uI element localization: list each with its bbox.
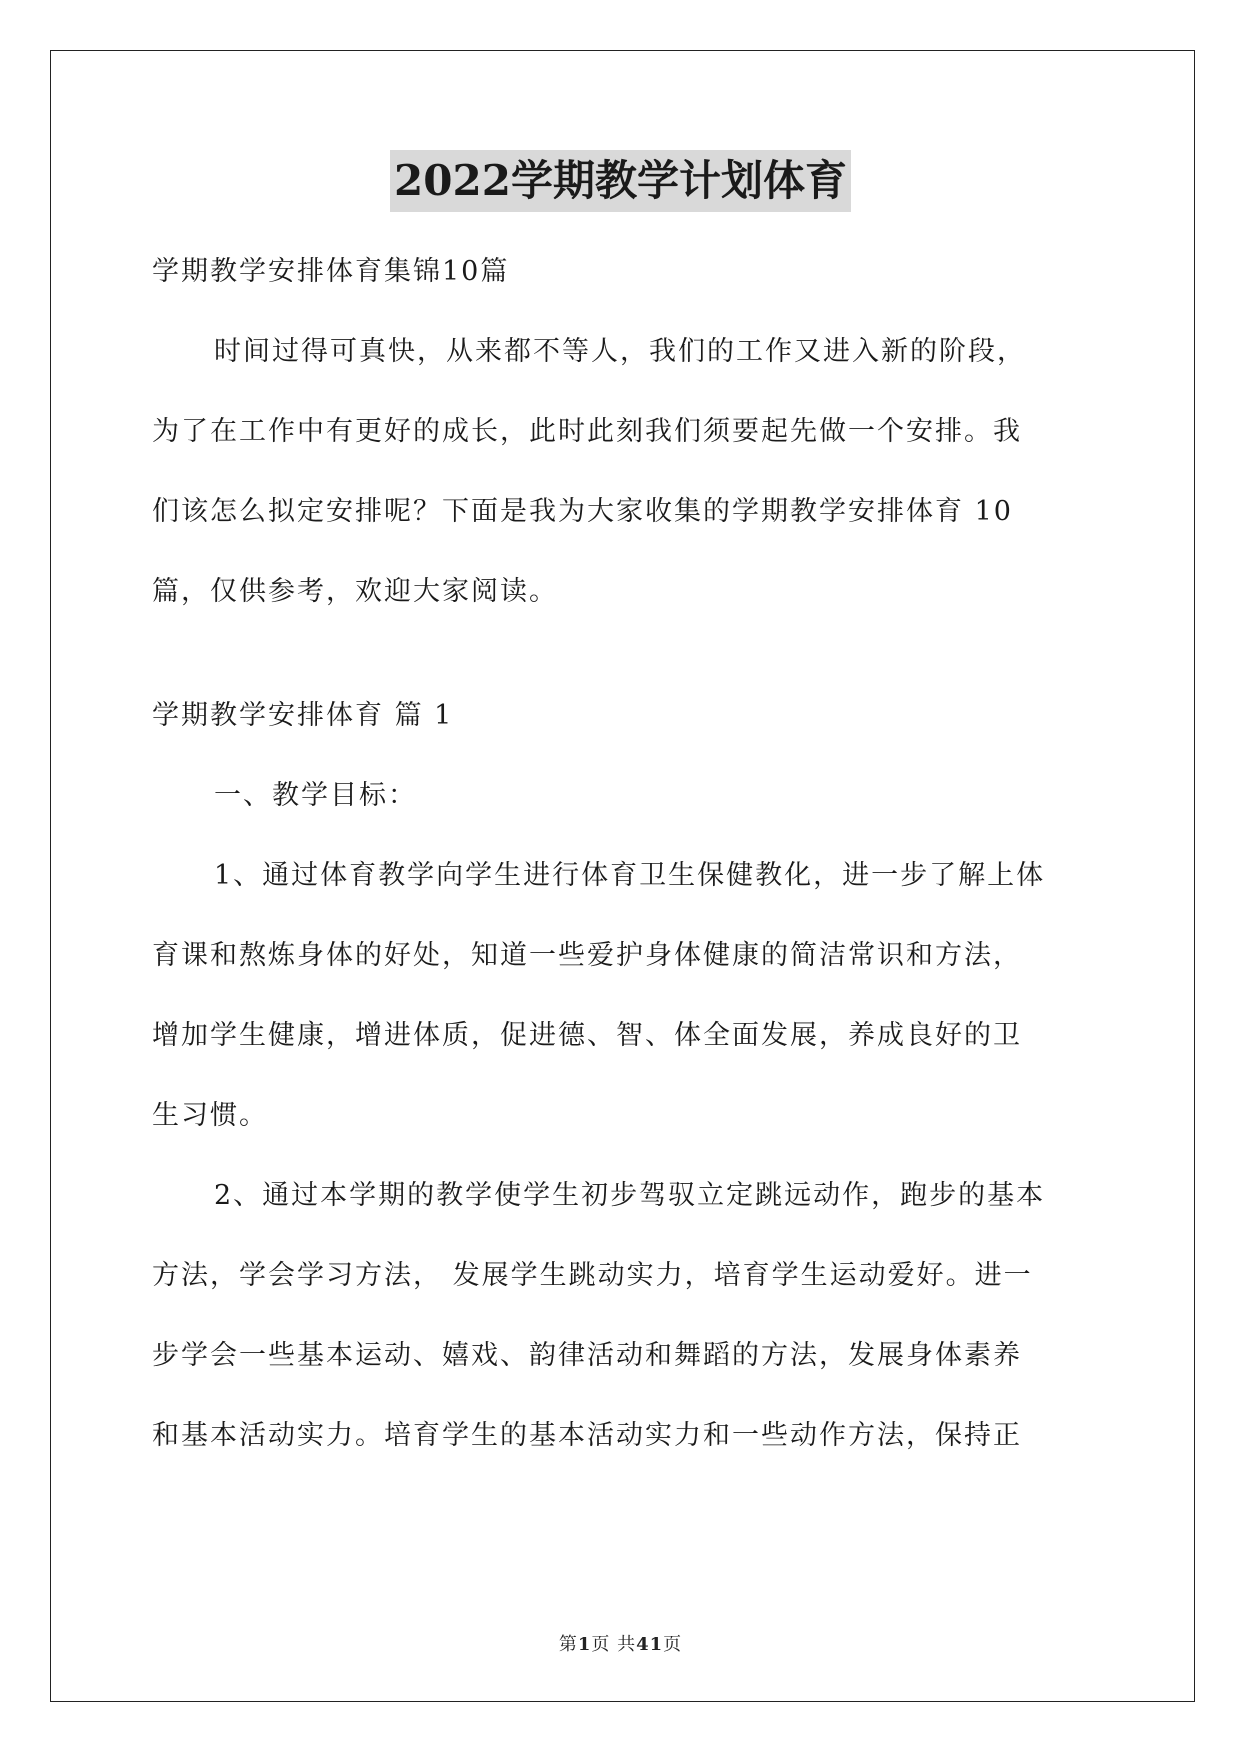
item2-line: 步学会一些基本运动、嬉戏、韵律活动和舞蹈的方法，发展身体素养: [152, 1340, 1022, 1371]
footer-suffix: 页: [663, 1634, 683, 1655]
intro-line: 为了在工作中有更好的成长，此时此刻我们须要起先做一个安排。我: [152, 416, 1022, 447]
title-area: [0, 150, 1241, 212]
objectives-heading: 一、教学目标：: [214, 780, 417, 811]
footer-mid: 页 共: [591, 1634, 637, 1655]
item2-line: 方法，学会学习方法， 发展学生跳动实力，培育学生运动爱好。进一: [152, 1260, 1033, 1291]
intro-line: 篇，仅供参考，欢迎大家阅读。: [152, 576, 558, 607]
intro-line: 时间过得可真快，从来都不等人，我们的工作又进入新的阶段，: [214, 336, 1026, 367]
footer-total-pages: 41: [636, 1634, 664, 1655]
page-footer: [0, 1630, 1241, 1656]
footer-current-page: 1: [577, 1634, 592, 1655]
document-body: [152, 232, 1090, 1476]
item1-line: 1、通过体育教学向学生进行体育卫生保健教化，进一步了解上体: [214, 860, 1046, 891]
document-title: 2022学期教学计划体育: [390, 150, 851, 212]
section-heading: 学期教学安排体育 篇 1: [152, 700, 454, 731]
item2-line: 2、通过本学期的教学使学生初步驾驭立定跳远动作，跑步的基本: [214, 1180, 1046, 1211]
paragraph-gap: [152, 632, 1090, 676]
item1-line: 生习惯。: [152, 1100, 268, 1131]
item2-line: 和基本活动实力。培育学生的基本活动实力和一些动作方法，保持正: [152, 1420, 1022, 1451]
item1-line: 增加学生健康，增进体质，促进德、智、体全面发展，养成良好的卫: [152, 1020, 1022, 1051]
footer-prefix: 第: [558, 1634, 578, 1655]
item1-line: 育课和熬炼身体的好处，知道一些爱护身体健康的简洁常识和方法，: [152, 940, 1022, 971]
intro-line: 们该怎么拟定安排呢？下面是我为大家收集的学期教学安排体育 10: [152, 496, 1013, 527]
document-subtitle: 学期教学安排体育集锦10篇: [152, 256, 510, 287]
